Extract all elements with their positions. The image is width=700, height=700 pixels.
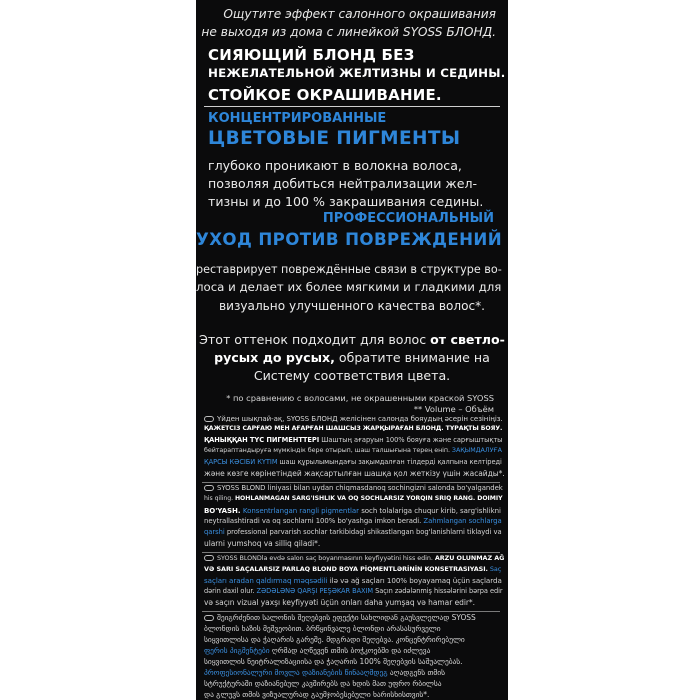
ka-line-6: პროფესიონალური მოვლა დაზიანების წინააღმდეგ აღადგენს თმის <box>204 668 446 677</box>
pigments-body-2: позволяя добиться нейтрализации жел- <box>208 176 478 191</box>
headline-underline <box>204 106 500 107</box>
footnote-2: ** Volume – Объём <box>413 404 494 414</box>
uz-line-3: BO'YASH. Konsentrlangan rangli pigmentlar soch tolalariga chuqur kirib, sarg'ishlikni <box>204 506 501 515</box>
pigments-body-3: тизны и до 100 % закрашивания седины. <box>208 194 484 209</box>
ka-line-2: ბლონდის ხაზის მეშვეობით. ბრწყინვალე ბლონდი არასასურველი <box>204 624 441 633</box>
headline-line-3: СТОЙКОЕ ОКРАШИВАНИЕ. <box>208 86 442 104</box>
headline-line-2: НЕЖЕЛАТЕЛЬНОЙ ЖЕЛТИЗНЫ И СЕДИНЫ. <box>208 66 506 80</box>
shade-line-2-bold: русых до русых, <box>214 350 335 365</box>
separator <box>202 552 500 553</box>
care-body-3: визуально улучшенного качества волос*. <box>218 299 486 313</box>
intro-line-1: Ощутите эффект салонного окрашивания <box>223 7 496 21</box>
shade-line-2-text: обратите внимание на <box>334 350 490 365</box>
intro-line-2: не выходя из дома с линейкой SYOSS БЛОНД. <box>201 25 496 39</box>
kz-line-4: бейтараптандыруға мүмкіндік бере отырып, шаш талшығына терең еніп. ЗАҚЫМДАЛУҒА <box>204 447 502 454</box>
ka-line-7: სტრუქტურაში დაზიანებულ კავშირებს და ხდის მათ უფრო რბილსა <box>204 679 442 688</box>
kz-line-2: ҚАЖЕТСІЗ САРҒАЮ МЕН АҒАРҒАН ШАШСЫЗ ЖАРҚЫРАҒАН БЛОНД. ТҰРАҚТЫ БОЯУ. <box>204 425 503 432</box>
pigments-subtitle: КОНЦЕНТРИРОВАННЫЕ <box>208 111 387 126</box>
product-info-panel <box>196 0 508 700</box>
footnote-1: * по сравнению с волосами, не окрашенными краской SYOSS <box>226 393 494 403</box>
care-body-1: реставрирует повреждённые связи в структуре во- <box>196 263 502 276</box>
care-subtitle: ПРОФЕССИОНАЛЬНЫЙ <box>322 211 494 226</box>
ka-line-3: სიყვითლისა და ჭაღარის გარეშე. მდგრადი შეღებვა. კონცენტრირებული <box>204 635 465 644</box>
shade-line-3: Систему соответствия цвета. <box>253 368 451 383</box>
az-line-1: SYOSS BLONDla evdə salon saç boyanmasının keyfiyyətini hiss edin. ARZU OLUNMAZ AĞ <box>196 555 508 561</box>
kz-line-5: ҚАРСЫ КӘСІБИ КҮТІМ шаш құрылымындағы зақымдалған тілдерді қалпына келтіреді <box>204 458 502 466</box>
ka-line-4: ფერის პიგმენტები ღრმად აღწევენ თმის ბოჭკოებში და იძლევა <box>204 646 431 655</box>
shade-line-1-bold: от светло- <box>430 332 505 347</box>
kz-line-1: Үйден шықпай-ақ, SYOSS БЛОНД желісінен салонда бояудың әсерін сезініңіз. <box>196 415 508 422</box>
separator <box>202 611 500 612</box>
az-line-5: və saçın vizual yaxşı keyfiyyəti üçün onları daha yumşaq və hamar edir*. <box>204 598 475 607</box>
shade-line-1 <box>196 334 508 347</box>
shade-line-2 <box>196 352 508 365</box>
az-line-4: dərin daxil olur. ZƏDƏLƏNƏ QARŞI PEŞƏKAR BAXIM Saçın zədələnmiş hissələrini bərpa edir <box>204 587 503 595</box>
language-mark-icon <box>204 555 214 561</box>
separator <box>202 482 500 483</box>
ka-line-8: და გლუვს თმის ვიზუალურად გაუმჯობესებული ხარისხისთვის*. <box>204 690 430 699</box>
kz-line-6: және көзге көрінетіндей жақсартылған шашқа қол жеткізу үшін жасайды*. <box>204 469 505 478</box>
uz-line-1: SYOSS BLOND liniyasi bilan uydan chiqmasdanoq sochingizni salonda bo'yalgandek <box>196 485 508 492</box>
language-mark-icon <box>204 416 214 422</box>
az-line-2: VƏ SARI SAÇALARSIZ PARLAQ BLOND BOYA PİQMENTLƏRİNİN KONSETRASIYASI. Saç <box>204 565 502 573</box>
az-line-3: saçları aradan qaldırmaq məqsədili ilə və ağ saçları 100% boyayamaq üçün saçlarda <box>204 576 502 585</box>
headline-line-1: СИЯЮЩИЙ БЛОНД БЕЗ <box>208 46 415 64</box>
uz-line-5: qarshi professional parvarish sochlar tarkibidagi shikastlangan bog'lanishlarni tiklaydi va <box>204 528 502 536</box>
shade-line-1-text: Этот оттенок подходит для волос <box>199 332 431 347</box>
ka-line-5: სიყვითლის ნეიტრალიზაციისა და ჭაღარის 100% შეღებვის საშუალებას. <box>204 657 463 666</box>
kz-line-3: ҚАНЫҚҚАН ТҮС ПИГМЕНТТЕРІ Шаштың ағаруын 100% бояуға және сарғыштықты <box>204 436 503 444</box>
uz-line-4: neytrallashtiradi va oq sochlarni 100% bo'yashga imkon beradi. Zahmlangan sochlarga <box>204 517 502 525</box>
pigments-body-1: глубоко проникают в волокна волоса, <box>208 158 462 173</box>
pigments-title: ЦВЕТОВЫЕ ПИГМЕНТЫ <box>208 128 461 149</box>
language-mark-icon <box>204 485 214 491</box>
care-title: УХОД ПРОТИВ ПОВРЕЖДЕНИЙ <box>196 230 503 249</box>
uz-line-2: his qiling. HOHLANMAGAN SARG'ISHLIK VA OQ SOCHLARSIZ YORQIN SRIQ RANG. DOIMIY <box>204 495 503 502</box>
language-mark-icon <box>204 615 214 621</box>
uz-line-6: ularni yumshoq va silliq qiladi*. <box>204 539 321 548</box>
care-body-2: лоса и делает их более мягкими и гладкими для <box>196 280 502 294</box>
ka-line-1: შეიგრძენით სალონის შეღებვის ეფექტი სახლიდან გაუსვლელად SYOSS <box>196 614 508 622</box>
